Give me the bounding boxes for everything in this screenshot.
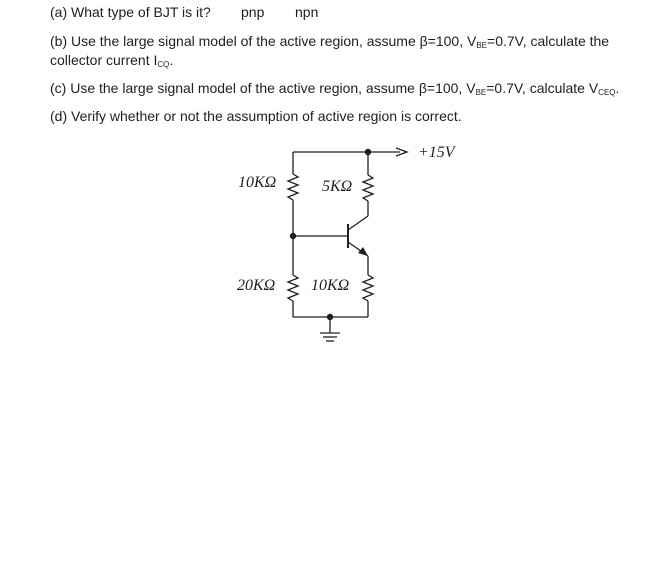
junction-dot-supply (365, 149, 371, 155)
question-c-text-2: =0.7V, calculate V (486, 80, 599, 96)
question-b-text-3: collector current I (50, 52, 158, 68)
question-c-text-1: (c) Use the large signal model of the active region, assume β=100, V (50, 80, 476, 96)
resistor-top-left (288, 174, 298, 200)
option-npn[interactable]: npn (295, 4, 319, 20)
question-d-text: (d) Verify whether or not the assumption of active region is correct. (50, 108, 462, 124)
question-b-sub-be: BE (476, 41, 488, 50)
question-c-sub-be: BE (475, 88, 487, 97)
label-r-bottom-left: 20KΩ (237, 277, 276, 294)
label-r-top-left: 10KΩ (238, 174, 277, 191)
question-b-text-4: . (169, 52, 174, 68)
bjt-collector-lead (348, 216, 368, 230)
question-b-text-1: (b) Use the large signal model of the active region, assume β=100, V (50, 33, 477, 49)
resistor-bottom-left (288, 275, 298, 301)
label-r-top-right: 5KΩ (322, 178, 353, 195)
junction-dot-ground (327, 314, 333, 320)
junction-dot-base (290, 233, 296, 239)
question-b-text-2: =0.7V, calculate the (487, 33, 610, 49)
question-a-text: (a) What type of BJT is it? (50, 4, 211, 20)
resistor-bottom-right (363, 275, 373, 301)
label-r-bottom-right: 10KΩ (311, 277, 350, 294)
question-c-text-3: . (615, 80, 620, 96)
bjt-emitter-arrow (358, 247, 368, 256)
question-c-sub-ceq: CEQ (598, 88, 616, 97)
resistor-top-right (363, 175, 373, 201)
question-b-sub-cq: CQ (157, 60, 170, 69)
supply-label: +15V (418, 144, 455, 161)
option-pnp[interactable]: pnp (241, 4, 265, 20)
